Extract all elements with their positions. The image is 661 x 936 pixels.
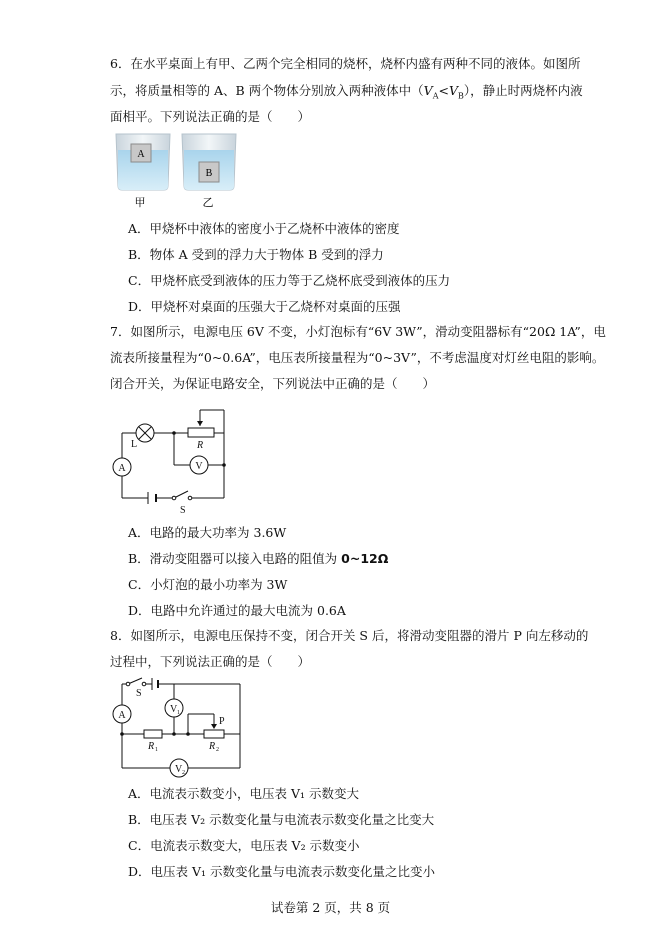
block-a-label: A: [137, 149, 145, 160]
q7-option-d: D．电路中允许通过的最大电流为 0.6A: [128, 603, 346, 618]
q8-option-d: D．电压表 V₁ 示数变化量与电流表示数变化量之比变小: [128, 864, 436, 879]
v1-label: V: [170, 704, 178, 715]
v2-label: V: [175, 764, 183, 775]
q8-option-c: C．电流表示数变大，电压表 V₂ 示数变小: [128, 838, 360, 853]
q6-var-va: V: [423, 83, 433, 98]
r1-sub: 1: [155, 747, 158, 753]
q6-stem-line3: 面相平。下列说法正确的是（ ）: [110, 109, 311, 124]
page-footer: 试卷第 2 页，共 8 页: [270, 900, 391, 915]
block-b-label: B: [205, 168, 213, 179]
q7-option-b-text: B．滑动变阻器可以接入电路的阻值为: [128, 551, 342, 566]
slider-label: P: [219, 716, 225, 727]
q7-stem-line2: 流表所接量程为“0~0.6A”，电压表所接量程为“0~3V”，不考虑温度对灯丝电阻的影响。: [110, 350, 605, 365]
q7-option-a: A．电路的最大功率为 3.6W: [128, 525, 287, 540]
q6-option-b: B．物体 A 受到的浮力大于物体 B 受到的浮力: [128, 247, 384, 262]
label-yi: 乙: [202, 196, 214, 209]
switch-s: [174, 491, 188, 498]
q7-stem-line3: 闭合开关，为保证电路安全，下列说法中正确的是（ ）: [110, 376, 436, 391]
ammeter-label: A: [118, 710, 126, 721]
q8-circuit-diagram: [108, 674, 248, 778]
v2-sub: 2: [182, 770, 185, 776]
switch-label: S: [180, 505, 186, 516]
q7-stem-line1: 7．如图所示，电源电压 6V 不变，小灯泡标有“6V 3W”，滑动变阻器标有“20Ω 1A”，电: [110, 324, 606, 339]
q6-sub-a: A: [432, 91, 439, 101]
ammeter-label: A: [118, 463, 126, 474]
v1-sub: 1: [177, 710, 180, 716]
r2-label: R: [209, 741, 216, 752]
q6-stem-line2-end: ），静止时两烧杯内液: [463, 83, 583, 98]
r2-sub: 2: [216, 747, 219, 753]
rheostat-label: R: [197, 440, 204, 451]
switch-label: S: [136, 688, 142, 699]
voltmeter-label: V: [195, 461, 203, 472]
beaker-jia: [116, 134, 170, 190]
q8-stem-line1: 8．如图所示，电源电压保持不变，闭合开关 S 后，将滑动变阻器的滑片 P 向左移动的: [110, 628, 589, 643]
q8-option-b: B．电压表 V₂ 示数变化量与电流表示数变化量之比变大: [128, 812, 435, 827]
beaker-yi: [182, 134, 236, 190]
q7-circuit-diagram: [108, 396, 240, 516]
rheostat-r: [188, 428, 214, 437]
q7-option-c: C．小灯泡的最小功率为 3W: [128, 577, 288, 592]
q8-stem-line2: 过程中，下列说法正确的是（ ）: [110, 654, 311, 669]
lamp-label: L: [131, 439, 138, 450]
q7-option-b-range: 0~12Ω: [341, 551, 389, 566]
q6-less-than: <: [438, 83, 449, 98]
q6-stem-line2-text: 示，将质量相等的 A、B 两个物体分别放入两种液体中（: [110, 83, 424, 98]
q6-var-vb: V: [448, 83, 458, 98]
resistor-r1: [144, 730, 162, 738]
lamp-l: [136, 424, 154, 442]
r1-label: R: [148, 741, 155, 752]
q6-beaker-figure: [110, 130, 250, 212]
q6-option-c: C．甲烧杯底受到液体的压力等于乙烧杯底受到液体的压力: [128, 273, 451, 288]
q6-stem-line2: [110, 82, 583, 106]
label-jia: 甲: [134, 196, 146, 209]
q6-option-a: A．甲烧杯中液体的密度小于乙烧杯中液体的密度: [128, 221, 400, 236]
q6-option-d: D．甲烧杯对桌面的压强大于乙烧杯对桌面的压强: [128, 299, 401, 314]
q7-option-b: [128, 550, 388, 568]
q6-sub-b: B: [458, 91, 464, 101]
rheostat-r2: [204, 730, 224, 738]
q6-stem-line1: 6．在水平桌面上有甲、乙两个完全相同的烧杯，烧杯内盛有两种不同的液体。如图所: [110, 56, 581, 71]
q8-option-a: A．电流表示数变小，电压表 V₁ 示数变大: [128, 786, 360, 801]
